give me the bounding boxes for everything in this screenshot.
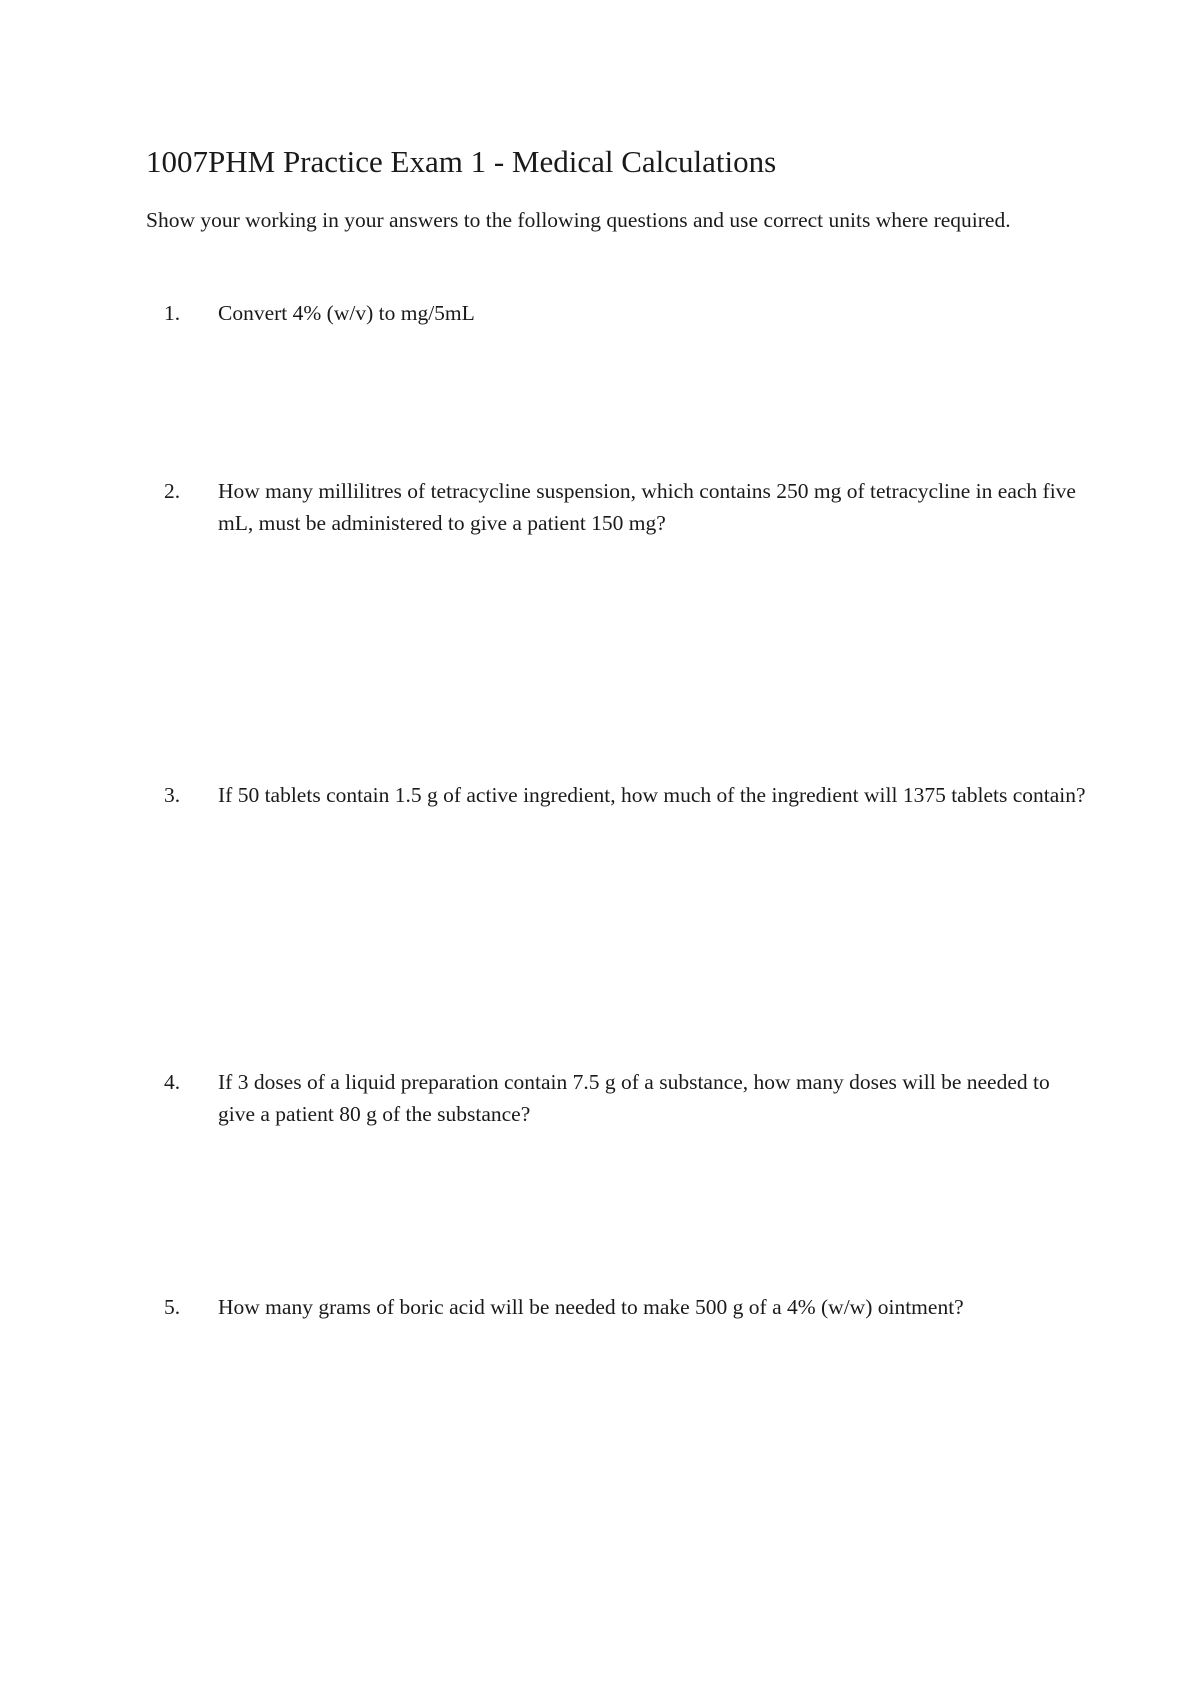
question-text: How many millilitres of tetracycline suspension, which contains 250 mg of tetracycline in each five mL, must be administered to give a patient 150 mg?	[218, 479, 1076, 535]
question-number: 2.	[164, 479, 181, 503]
question-item	[146, 297, 1086, 329]
question-number: 3.	[164, 783, 181, 807]
question-text: How many grams of boric acid will be needed to make 500 g of a 4% (w/w) ointment?	[218, 1295, 964, 1319]
question-item	[146, 779, 1086, 811]
question-text: Convert 4% (w/v) to mg/5mL	[218, 301, 475, 325]
question-text: If 50 tablets contain 1.5 g of active ingredient, how much of the ingredient will 1375 tablets contain?	[218, 783, 1086, 807]
question-item	[146, 475, 1086, 539]
question-number: 1.	[164, 301, 181, 325]
document-title: 1007PHM Practice Exam 1 - Medical Calculations	[146, 144, 777, 179]
question-number: 5.	[164, 1295, 181, 1319]
instructions-text: Show your working in your answers to the following questions and use correct units where required.	[146, 208, 1011, 232]
question-item	[146, 1066, 1086, 1130]
question-number: 4.	[164, 1070, 181, 1094]
question-text: If 3 doses of a liquid preparation contain 7.5 g of a substance, how many doses will be needed to give a patient 80 g of the substance?	[218, 1070, 1050, 1126]
question-item	[146, 1291, 1086, 1323]
